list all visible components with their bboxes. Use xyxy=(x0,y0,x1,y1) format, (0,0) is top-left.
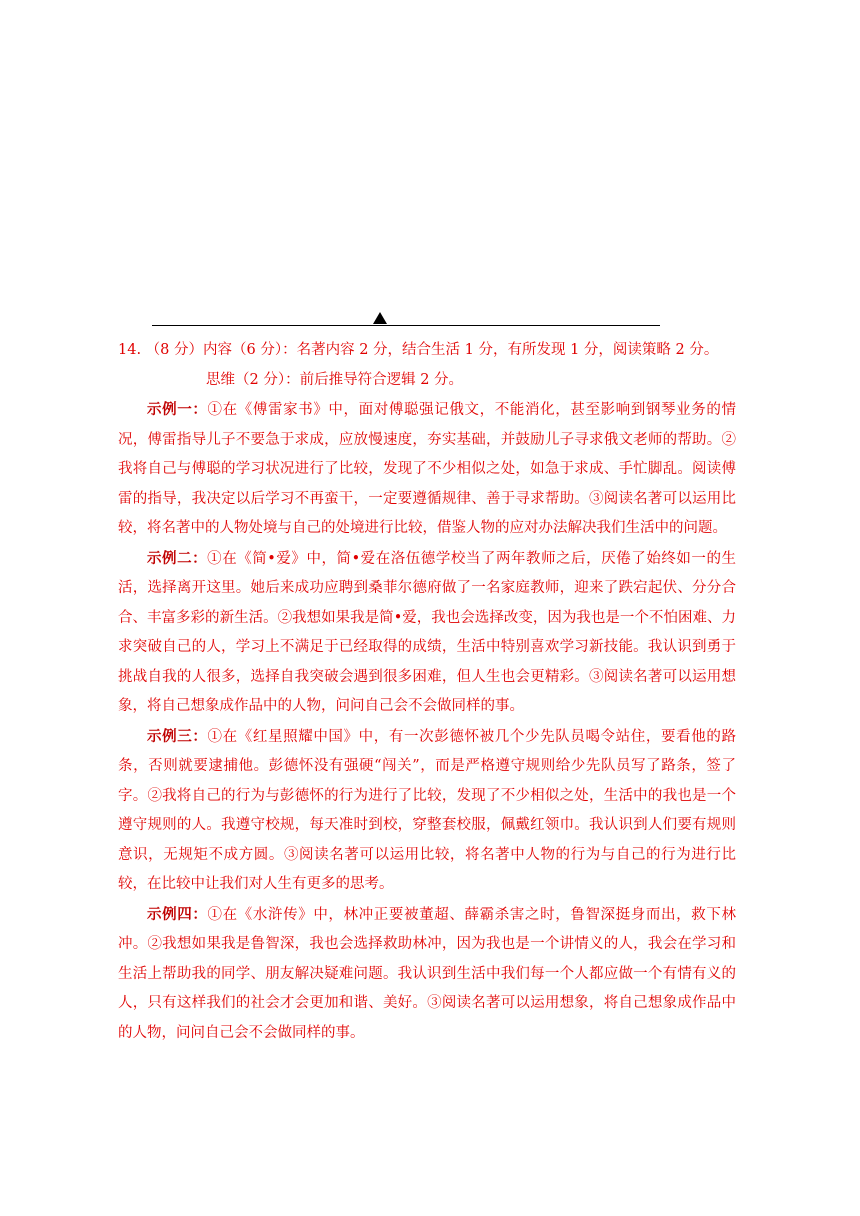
example-text: ①在《水浒传》中，林冲正要被董超、薛霸杀害之时，鲁智深挺身而出，救下林冲。②我想如果我是鲁智深，我也会选择救助林冲，因为我也是一个讲情义的人，我会在学习和生活上帮助我的同学、朋友解决疑难问题。我认识到生活中我们每一个人都应做一个有情有义的人，只有这样我们的社会才会更加和谐、美好。③阅读名著可以运用想象，将自己想象成作品中的人物，问问自己会不会做同样的事。 xyxy=(118,906,737,1041)
example-2 xyxy=(118,544,736,722)
example-text: ①在《红星照耀中国》中，有一次彭德怀被几个少先队员喝令站住，要看他的路条，否则就要逮捕他。彭德怀没有强硬“闯关”，而是严格遵守规则给少先队员写了路条，签了字。②我将自己的行为与彭德怀的行为进行了比较，发现了不少相似之处，生活中的我也是一个遵守规则的人。我遵守校规，每天准时到校，穿整套校服，佩戴红领巾。我认识到人们要有规则意识，无规矩不成方圆。③阅读名著可以运用比较，将名著中人物的行为与自己的行为进行比较，在比较中让我们对人生有更多的思考。 xyxy=(118,728,737,892)
example-label: 示例四： xyxy=(147,905,208,923)
example-text: ①在《傅雷家书》中，面对傅聪强记俄文，不能消化，甚至影响到钢琴业务的情况，傅雷指导儿子不要急于求成，应放慢速度，夯实基础，并鼓励儿子寻求俄文老师的帮助。②我将自己与傅聪的学习状况进行了比较，发现了不少相似之处，如急于求成、手忙脚乱。阅读傅雷的指导，我决定以后学习不再蛮干，一定要遵循规律、善于寻求帮助。③阅读名著可以运用比较，将名著中的人物处境与自己的处境进行比较，借鉴人物的应对办法解决我们生活中的问题。 xyxy=(118,402,737,536)
scoring-line-1: 14. （8 分）内容（6 分）：名著内容 2 分，结合生活 1 分，有所发现 1 分，阅读策略 2 分。 xyxy=(118,342,719,358)
example-label: 示例三： xyxy=(147,727,208,745)
example-1 xyxy=(118,395,736,544)
answer-content xyxy=(118,336,736,1048)
example-3 xyxy=(118,722,736,900)
answer-line xyxy=(152,325,660,326)
triangle-marker-icon xyxy=(373,312,387,324)
scoring-line-2: 思维（2 分）：前后推导符合逻辑 2 分。 xyxy=(206,371,464,388)
example-label: 示例一： xyxy=(147,401,208,418)
example-label: 示例二： xyxy=(147,549,208,567)
example-4 xyxy=(118,900,736,1049)
example-text: ①在《简•爱》中，简•爱在洛伍德学校当了两年教师之后，厌倦了始终如一的生活，选择离开这里。她后来成功应聘到桑菲尔德府做了一名家庭教师，迎来了跌宕起伏、分分合合、丰富多彩的新生活。②我想如果我是简•爱，我也会选择改变，因为我也是一个不怕困难、力求突破自己的人，学习上不满足于已经取得的成绩，生活中特别喜欢学习新技能。我认识到勇于挑战自我的人很多，选择自我突破会遇到很多困难，但人生也会更精彩。③阅读名著可以运用想象，将自己想象成作品中的人物，问问自己会不会做同样的事。 xyxy=(118,550,737,714)
